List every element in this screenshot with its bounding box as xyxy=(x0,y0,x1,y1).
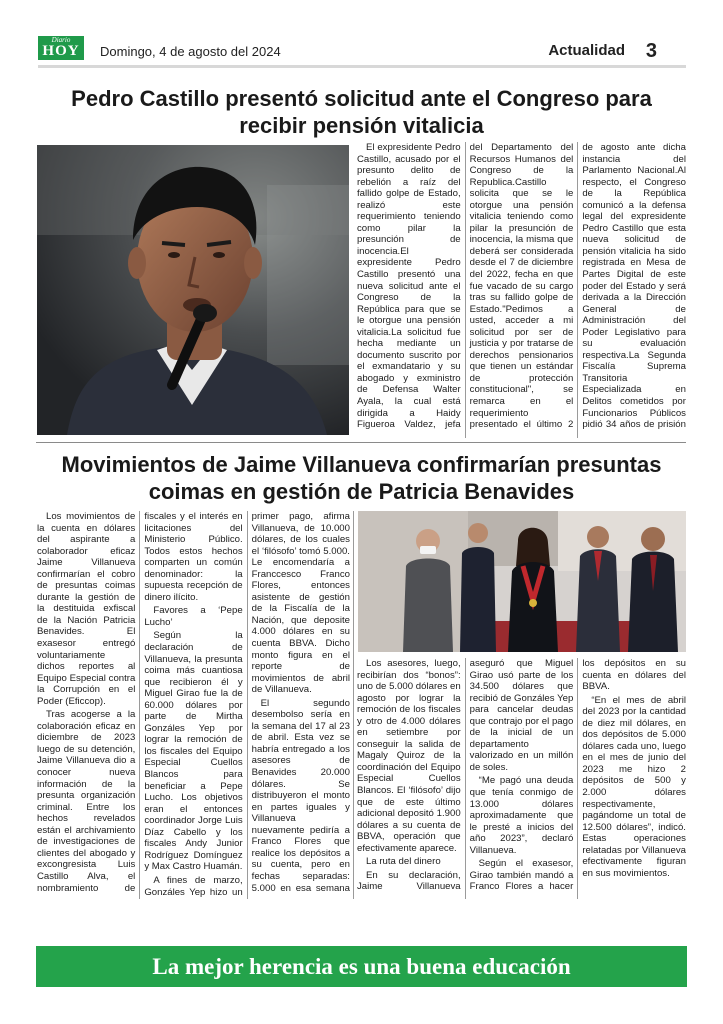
article2-paragraph: El segundo desembolso sería en la semana del 17 al 23 de abril. Esta vez se habría entregado a los asesores de Benavides 20.000 dólares. Se distribuyeron el monto en partes iguales y Villanueva nuevamente pediría a Franco Flores que realice los depósitos a su cuenta, pero en fechas separadas: 5.000 en esa semana xyxy=(251,697,350,894)
article2-paragraph: Según la declaración de Villanueva, la presunta coima más cuantiosa que recibieron él y Miguel Girao fue la de 60.000 dólares por parte de Mirtha Gonzáles Yep por lograr la remoción de los fiscales del Equipo Especial Cuellos Blancos para beneficiar a Pepe Lucho. Los objetivos eran el entonces coordinador Jorge Luis Díaz Cabello y los fiscales Andy Junior Rodríguez Domínguez y Max Castro Huamán. xyxy=(144,630,243,873)
article2-paragraph: “Me pagó una deuda que tenía conmigo de 13.000 dólares aproximadamente que le presté a inicios del año 2023”, declaró Villanueva. xyxy=(469,775,574,856)
article1-photo xyxy=(37,145,349,435)
header-rule xyxy=(38,65,686,68)
article2-paragraph: Los movimientos de la cuenta en dólares del aspirante a colaborador eficaz Jaime Villanueva confirmarían el cobro de presuntas coimas durante la gestión de la destituida exfiscal de la Nación Patricia Benavides. El exasesor entregó voluntariamente dichos reportes al Equipo Especial contra la Corrupción en el Poder (Eficcop). xyxy=(37,511,136,707)
article2-body-right xyxy=(357,658,686,899)
footer-slogan: La mejor herencia es una buena educación xyxy=(152,954,571,979)
article1-paragraph: El expresidente Pedro Castillo, acusado por el presunto delito de rebelión a raíz del fallido golpe de Estado, realizó este requerimiento teniendo como pilar la presunción de inocencia.El expresidente Pedro Castillo presentó una nueva solicitud ante el Congreso de la República para que se le otorgue una pensión vitalicia.La solicitud fue hecha mediante un documento suscrito por el exmandatario y su abogado y exministro de Defensa Walter Ayala, la cual está dirigida a Haidy Figueroa Valdez, jefa del Departamento del Recursos Humanos del Congreso de la Republica.Castillo solicita que se le otorgue una pensión vitalicia teniendo como pilar la presunción de inocencia, la misma que deberá ser considerada desde el 7 de diciembre del 2022, fecha en que fue vacado de su cargo tras su fallido golpe de Estado."Pedimos a usted, acceder a mi solicitud por ser de justicia y por tratarse de derechos pensionarios que tienen un estándar de protección constitucional", se remarca en el requerimiento presentado el último 2 de agosto ante dicha instancia del Parlamento Nacional.Al respecto, el Congreso de la República comunicó a la defensa legal del expresidente Pedro Castillo que esta nueva solicitud de pensión vitalicia ha sido registrada en Mesa de Partes Digital de este poder del Estado y será derivada a la Dirección General de Administración del Poder Legislativo para su evaluación respectiva.La Segunda Fiscalía Suprema Transitoria Especializada en Delitos cometidos por Funcionarios Públicos pidió 34 años de prisión xyxy=(357,142,686,431)
article2-paragraph: Los asesores, luego, recibirían dos “bonos”: uno de 5.000 dólares en agosto por lograr la remoción de los fiscales y otro de 4.000 dólares en setiembre por conseguir la salida de Magaly Quiroz de la coordinación del Equipo Especial Cuellos Blancos. El ‘filósofo’ dijo que de este último adicional depositó 1.900 dólares a su cuenta de BBVA, operación que efectivamente aparece. xyxy=(357,658,461,854)
article2-paragraph: “En el mes de abril del 2023 por la cantidad de diez mil dólares, en dos depósitos de 5.000 dólares cada uno, luego en el mes de junio del 2023 me hizo 2 depósitos de 500 y 2.000 dólares respectivamente, pagándome un total de 12.500 dólares”, indicó. Estas operaciones relatadas por Villanueva efectivamente figuran en sus movimientos. xyxy=(582,694,686,879)
article2-subhead: La ruta del dinero xyxy=(366,856,441,868)
article2-body-left xyxy=(37,511,350,899)
footer-slogan-banner xyxy=(36,946,687,987)
column-rule xyxy=(353,511,354,899)
article2-paragraph: Tras acogerse a la colaboración eficaz en diciembre de 2023 luego de su detención, Jaime Villanueva dio a conocer nueva información de la presunta organización criminal. Entre los hechos revelados están el archivamiento de investigaciones de clientes del abogado y excongresista Luis Castillo Alva, el nombramiento de fiscales y el interés en licitaciones del Ministerio Público. Todos estos hechos comparten un común denominador: la supuesta recepción de dinero ilícito. xyxy=(37,511,243,894)
logo-big-text: HOY xyxy=(42,43,80,59)
article2-subhead: Favores a ‘Pepe Lucho’ xyxy=(144,605,243,628)
logo-small-text: Diario xyxy=(51,36,71,44)
article1-body xyxy=(357,142,686,438)
article2-photo xyxy=(358,511,686,652)
article2-paragraph: Según el exasesor, Girao también mandó a Franco Flores a hacer los depósitos en su cuenta en dólares del BBVA. xyxy=(469,658,686,893)
newspaper-logo xyxy=(38,36,84,60)
page-number: 3 xyxy=(645,40,657,62)
villanueva-benavides-photo xyxy=(358,511,686,652)
article2-paragraph: A fines de marzo, Gonzáles Yep hizo un primer pago, afirma Villanueva, de 10.000 dólares, de los cuales el ‘filósofo’ tomó 5.000. Le encomendaría a Franccesco Franco Flores, entonces asistente de gestión de la Fiscalía de la Nación, que deposite 4.000 dólares en su cuenta BBVA. Dicho monto figura en el reporte de movimientos de abril de Villanueva. xyxy=(144,511,350,898)
pedro-castillo-photo xyxy=(37,145,349,435)
article2-headline: Movimientos de Jaime Villanueva confirmarían presuntas coimas en gestión de Patricia Benavides xyxy=(61,452,662,504)
article2-paragraph: En su declaración, Jaime Villanueva aseguró que Miguel Girao usó parte de los 34.500 dólares que recibió de Gonzáles Yep para cancelar deudas que contrajo por el pago de la inicial de un departamento valorizado en un millón de soles. xyxy=(357,658,574,893)
article1-headline: Pedro Castillo presentó solicitud ante el Congreso para recibir pensión vitalicia xyxy=(71,86,652,138)
article-divider xyxy=(36,442,686,443)
issue-date: Domingo, 4 de agosto del 2024 xyxy=(100,44,281,59)
section-name: Actualidad xyxy=(548,42,625,59)
